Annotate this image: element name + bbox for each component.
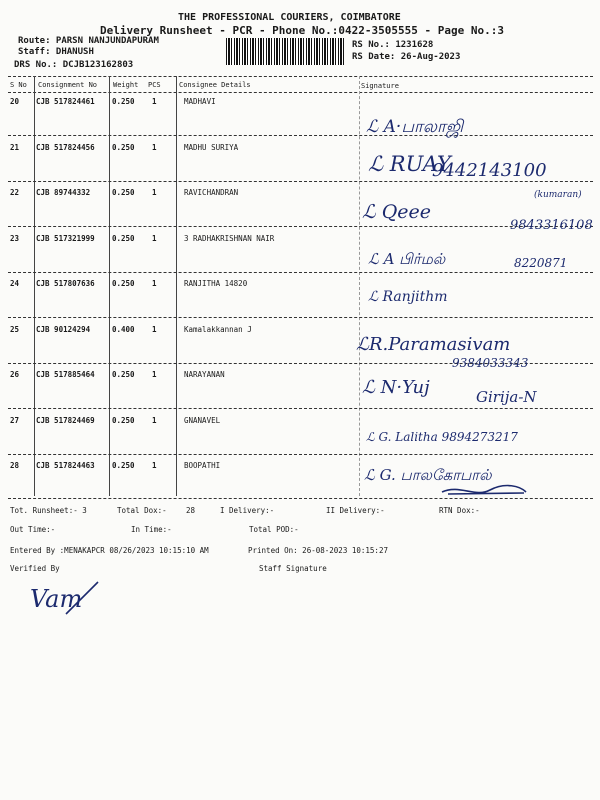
total-runsheet: Tot. Runsheet:- 3: [10, 506, 87, 515]
signature-row-26: ℒ N·Yuj: [362, 377, 430, 398]
table-header-rule: [8, 92, 593, 93]
row-sno: 24: [10, 279, 20, 288]
row-consignment-no: CJB 89744332: [36, 188, 91, 197]
row-separator: [8, 272, 593, 273]
i-delivery: I Delivery:-: [220, 506, 275, 515]
col-weight: Weight: [113, 81, 139, 89]
col-divider: [109, 76, 110, 496]
rtn-dox: RTN Dox:-: [439, 506, 480, 515]
row-sno: 25: [10, 325, 20, 334]
verified-by-label: Verified By: [10, 564, 60, 573]
row-pcs: 1: [152, 325, 157, 334]
row-consignee: BOOPATHI: [184, 461, 221, 470]
row-sno: 26: [10, 370, 20, 379]
row-consignment-no: CJB 517321999: [36, 234, 95, 243]
row-pcs: 1: [152, 234, 157, 243]
row-separator: [8, 454, 593, 455]
row-separator: [8, 181, 593, 182]
row-consignee: MADHU SURIYA: [184, 143, 239, 152]
signature-note-name: Girija-N: [476, 388, 537, 406]
col-divider: [359, 76, 360, 496]
signature-note-phone: 9442143100: [432, 160, 547, 181]
col-consignment: Consignment No: [38, 81, 98, 89]
signature-row-20: ℒ A·பாலாஜி: [366, 117, 464, 137]
signature-row-28: ℒ G. பாலகோபால்: [364, 466, 492, 484]
row-sno: 28: [10, 461, 20, 470]
row-weight: 0.250: [112, 461, 135, 470]
row-weight: 0.250: [112, 97, 135, 106]
col-divider: [176, 76, 177, 496]
company-name: THE PROFESSIONAL COURIERS, COIMBATORE: [178, 12, 401, 23]
row-sno: 22: [10, 188, 20, 197]
row-weight: 0.250: [112, 234, 135, 243]
row-pcs: 1: [152, 370, 157, 379]
rs-number: RS No.: 1231628: [352, 40, 434, 50]
row-separator: [8, 135, 593, 136]
row-consignee: MADHAVI: [184, 97, 216, 106]
signature-row-25: ℒR.Paramasivam: [356, 334, 511, 355]
barcode: [226, 38, 344, 65]
out-time: Out Time:-: [10, 525, 56, 534]
row-consignee: RANJITHA 14820: [184, 279, 248, 288]
row-weight: 0.250: [112, 416, 135, 425]
row-separator: [8, 408, 593, 409]
signature-row-24: ℒ Ranjithm: [368, 289, 448, 305]
entered-by: Entered By :MENAKAPCR 08/26/2023 10:15:10 AM: [10, 546, 209, 555]
table-top-rule: [8, 76, 593, 77]
col-divider: [34, 76, 35, 496]
signature-row-22: ℒ Qeee: [362, 201, 432, 223]
row-sno: 21: [10, 143, 20, 152]
drs-number: DRS No.: DCJB123162803: [14, 60, 134, 70]
row-pcs: 1: [152, 188, 157, 197]
row-pcs: 1: [152, 416, 157, 425]
ii-delivery: II Delivery:-: [326, 506, 385, 515]
row-consignment-no: CJB 517807636: [36, 279, 95, 288]
row-consignee: Kamalakkannan J: [184, 325, 252, 334]
printed-on: Printed On: 26-08-2023 10:15:27: [248, 546, 388, 555]
row-sno: 27: [10, 416, 20, 425]
row-weight: 0.250: [112, 188, 135, 197]
row-pcs: 1: [152, 143, 157, 152]
row-weight: 0.400: [112, 325, 135, 334]
row-consignee: RAVICHANDRAN: [184, 188, 239, 197]
row-weight: 0.250: [112, 143, 135, 152]
col-sno: S No: [10, 81, 27, 89]
col-signature: Signature: [361, 82, 399, 90]
total-pod: Total POD:-: [249, 525, 299, 534]
row-sno: 20: [10, 97, 20, 106]
row-consignment-no: CJB 517824469: [36, 416, 95, 425]
signature-note-name: (kumaran): [534, 190, 582, 200]
row-consignment-no: CJB 517824456: [36, 143, 95, 152]
table-bottom-rule: [8, 498, 593, 499]
row-consignment-no: CJB 517824463: [36, 461, 95, 470]
total-dox-label: Total Dox:-: [117, 506, 167, 515]
verifier-signature-stroke: [62, 578, 102, 618]
signature-row-23: ℒ A பிர்மல்: [368, 250, 446, 268]
row-consignee: GNANAVEL: [184, 416, 221, 425]
row-weight: 0.250: [112, 370, 135, 379]
verifier-signature: Vam: [30, 585, 83, 613]
row-pcs: 1: [152, 97, 157, 106]
row-consignment-no: CJB 517824461: [36, 97, 95, 106]
row-separator: [8, 226, 593, 227]
row-consignee: NARAYANAN: [184, 370, 225, 379]
col-pcs: PCS: [148, 81, 161, 89]
signature-note-phone: 9843316108: [510, 218, 593, 233]
row-consignment-no: CJB 90124294: [36, 325, 91, 334]
signature-row-27: ℒ G. Lalitha 9894273217: [366, 430, 518, 444]
row-consignment-no: CJB 517885464: [36, 370, 95, 379]
row-pcs: 1: [152, 461, 157, 470]
staff-label: Staff: DHANUSH: [18, 47, 94, 57]
total-dox-value: 28: [186, 506, 196, 515]
row-pcs: 1: [152, 279, 157, 288]
row-consignee: 3 RADHAKRISHNAN NAIR: [184, 234, 275, 243]
route-label: Route: PARSN NANJUNDAPURAM: [18, 36, 159, 46]
col-consignee: Consignee Details: [179, 81, 251, 89]
row-separator: [8, 317, 593, 318]
rs-date: RS Date: 26-Aug-2023: [352, 52, 461, 62]
signature-row-21: ℒ RUAY: [368, 152, 451, 176]
runsheet-title: Delivery Runsheet - PCR - Phone No.:0422-3505555 - Page No.:3: [100, 24, 504, 37]
staff-signature-label: Staff Signature: [259, 564, 327, 573]
signature-note-phone: 9384033343: [452, 356, 529, 370]
row-weight: 0.250: [112, 279, 135, 288]
row-sno: 23: [10, 234, 20, 243]
signature-note-phone: 8220871: [514, 256, 568, 270]
in-time: In Time:-: [131, 525, 172, 534]
